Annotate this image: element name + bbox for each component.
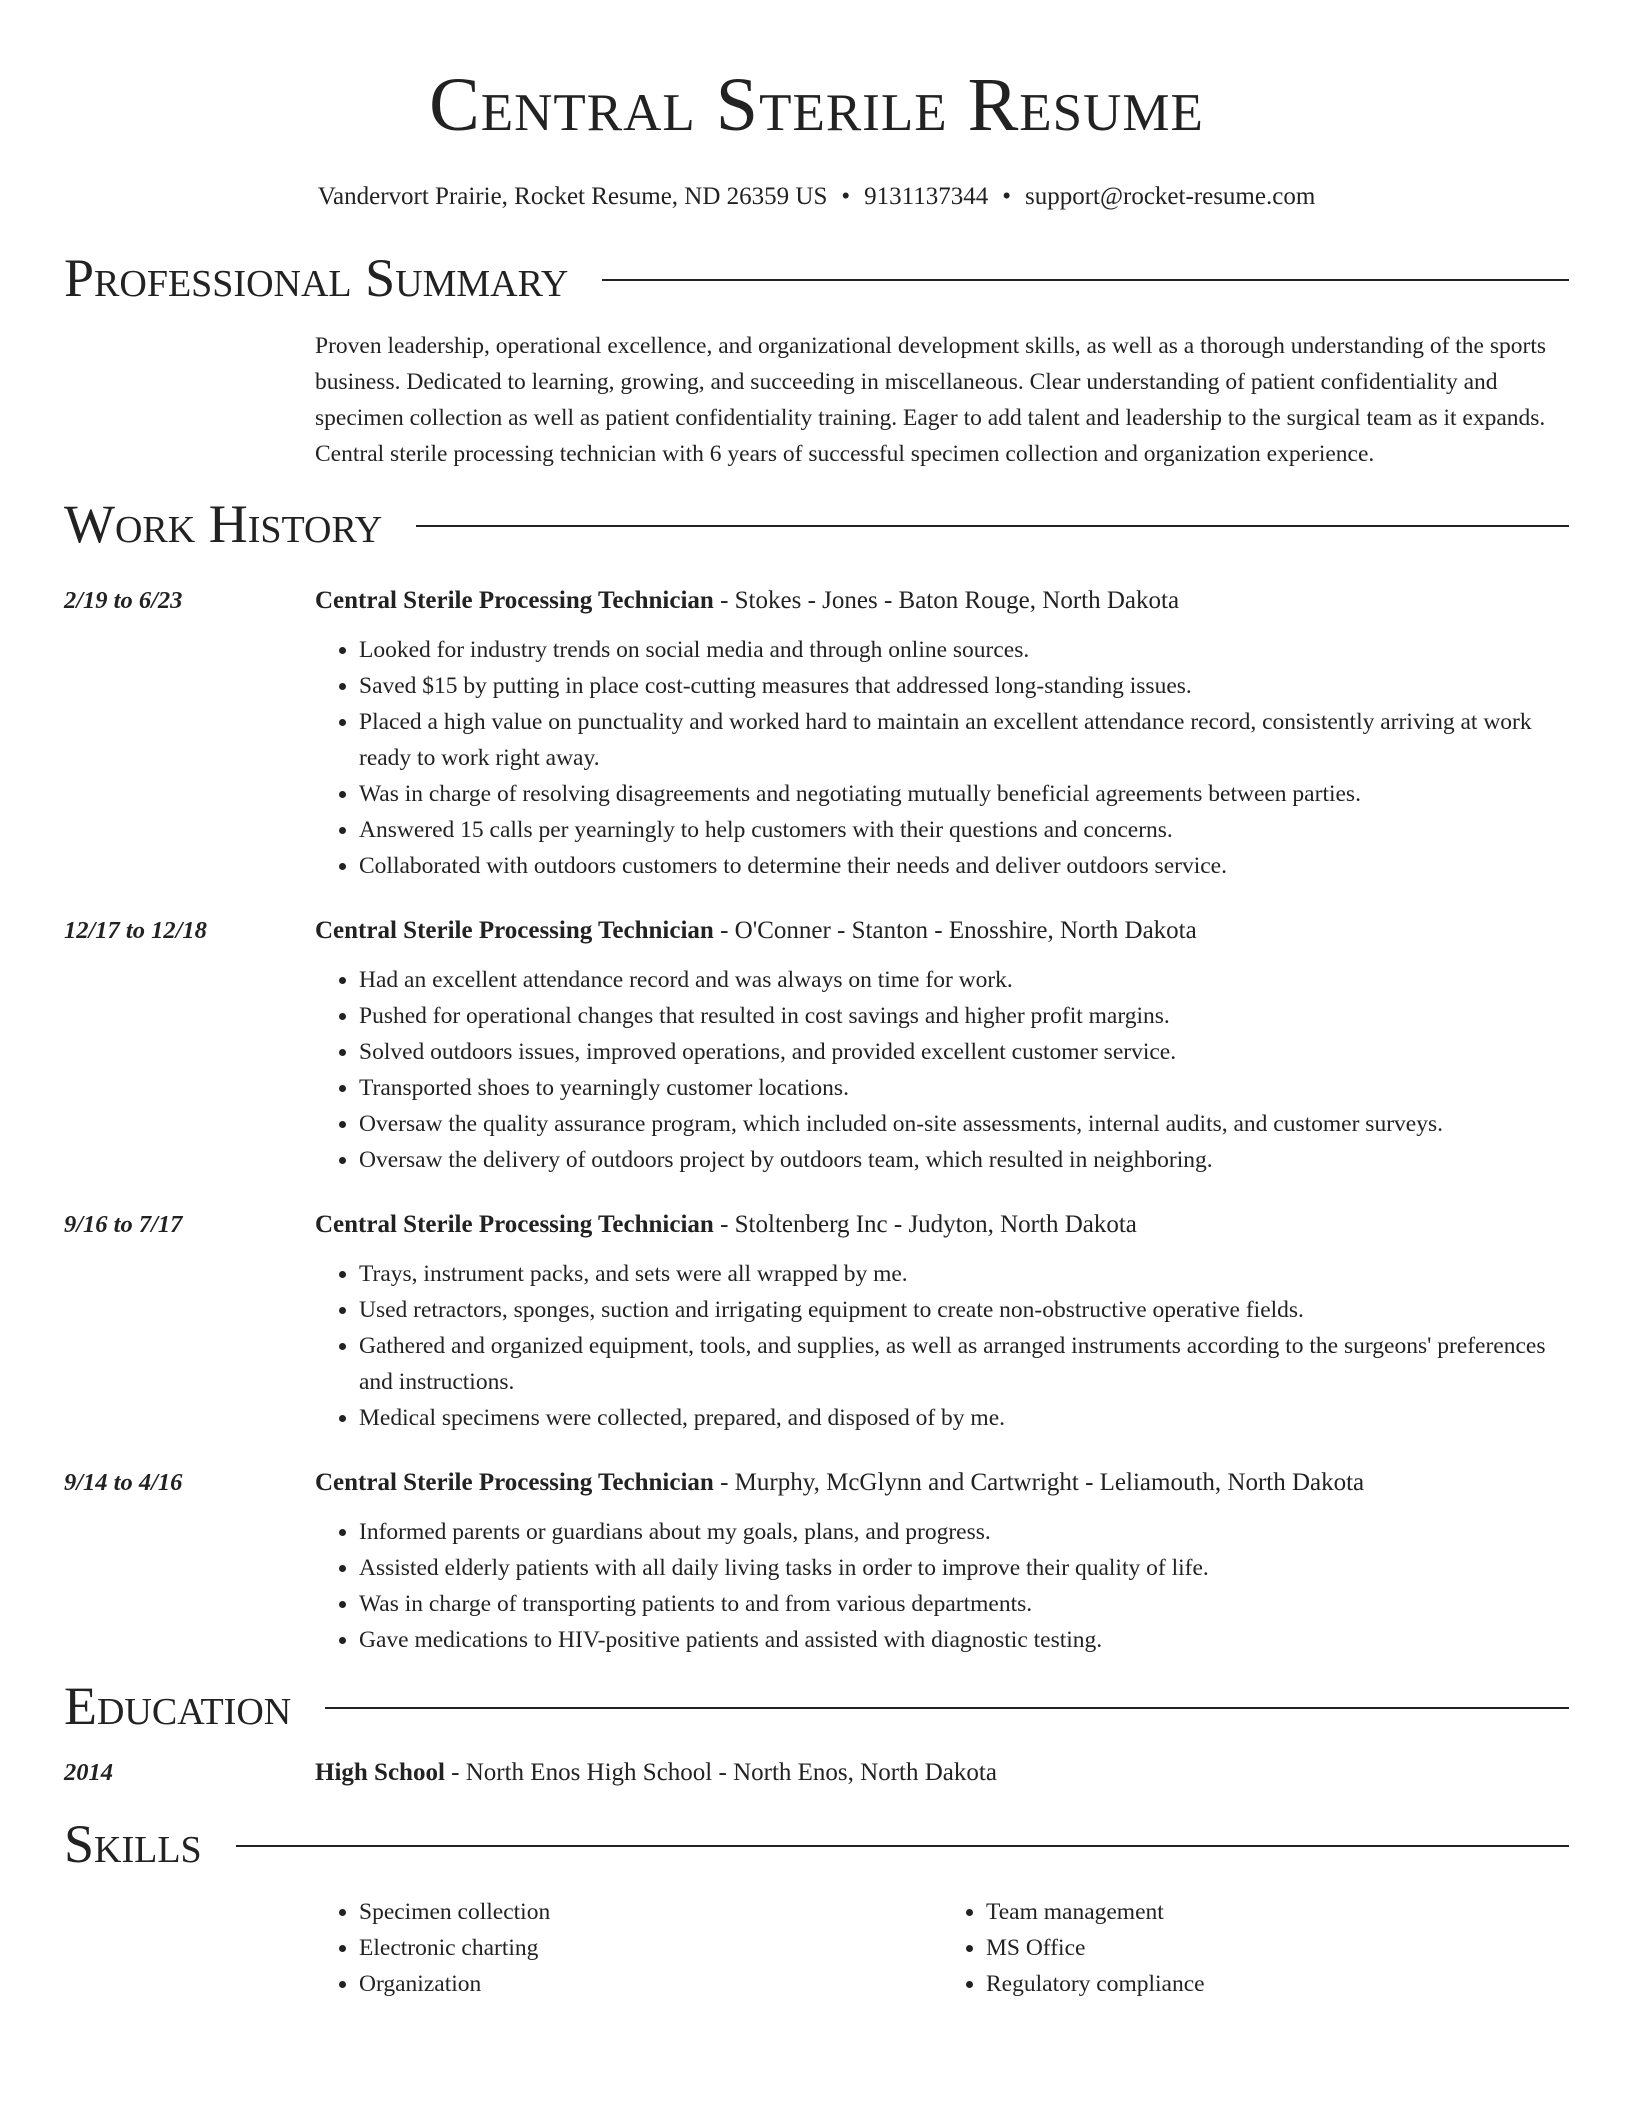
skill-item: • Electronic charting [359, 1930, 942, 1966]
work-bullet: • Informed parents or guardians about my goals, plans, and progress. [359, 1514, 1569, 1550]
work-entry-heading [315, 1208, 1569, 1242]
summary-text: Proven leadership, operational excellence, and organizational development skills, as well as a thorough understanding of the sports business. Dedicated to learning, growing, and succeeding in miscellaneous. Clear understanding of patient confidentiality and specimen collection as well as patient confidentiality training. Eager to add talent and leadership to the surgical team as it expands. Central sterile processing technician with 6 years of successful specimen collection and organization experience. [315, 333, 1547, 467]
work-entry-body [315, 584, 1569, 884]
work-bullet: • Oversaw the quality assurance program, which included on-site assessments, internal audits, and customer surveys. [359, 1106, 1569, 1142]
work-bullet: • Gathered and organized equipment, tools, and supplies, as well as arranged instruments according to the surgeons' preferences and instructions. [359, 1328, 1569, 1400]
skill-item: • Team management [986, 1894, 1569, 1930]
work-entry-body [315, 1208, 1569, 1436]
work-section-title: Work History [64, 494, 383, 554]
work-entry-dates: 9/14 to 4/16 [64, 1469, 183, 1496]
skill-item: • MS Office [986, 1930, 1569, 1966]
work-entry [64, 1208, 1569, 1436]
work-bullet: • Was in charge of transporting patients to and from various departments. [359, 1586, 1569, 1622]
work-bullet: • Looked for industry trends on social media and through online sources. [359, 632, 1569, 668]
skill-item: • Regulatory compliance [986, 1966, 1569, 2002]
skill-item: • Specimen collection [359, 1894, 942, 1930]
work-entry [64, 584, 1569, 884]
work-bullet: • Gave medications to HIV-positive patients and assisted with diagnostic testing. [359, 1622, 1569, 1658]
work-bullet: • Collaborated with outdoors customers to determine their needs and deliver outdoors service. [359, 848, 1569, 884]
contact-phone: 9131137344 [864, 183, 989, 210]
contact-email: support@rocket-resume.com [1024, 183, 1316, 210]
work-entry-details: - Stoltenberg Inc - Judyton, North Dakota [713, 1211, 1137, 1238]
work-entry-dates: 2/19 to 6/23 [64, 587, 183, 614]
work-entry [64, 1466, 1569, 1658]
work-bullet: • Had an excellent attendance record and was always on time for work. [359, 962, 1569, 998]
skills-columns [315, 1894, 1569, 2002]
work-history-list [64, 584, 1569, 1658]
work-entry-details: - Stokes - Jones - Baton Rouge, North Dakota [713, 587, 1180, 614]
work-bullet: • Answered 15 calls per yearningly to help customers with their questions and concerns. [359, 812, 1569, 848]
skills-column-right [942, 1894, 1569, 2002]
work-entry [64, 914, 1569, 1178]
work-entry-details: - O'Conner - Stanton - Enosshire, North Dakota [713, 917, 1197, 944]
contact-address: Vandervort Prairie, Rocket Resume, ND 26359 US [317, 183, 828, 210]
work-bullet: • Placed a high value on punctuality and worked hard to maintain an excellent attendance record, consistently arriving at work ready to work right away. [359, 704, 1569, 776]
work-entry-body [315, 914, 1569, 1178]
section-divider [236, 1845, 1569, 1847]
skills-section-header [64, 1814, 1569, 1874]
education-line [315, 1756, 1569, 1790]
contact-separator: • [1002, 183, 1011, 210]
work-bullet: • Trays, instrument packs, and sets were all wrapped by me. [359, 1256, 1569, 1292]
skill-item: • Organization [359, 1966, 942, 2002]
work-entry-dates: 12/17 to 12/18 [64, 917, 207, 944]
summary-section-header [64, 248, 1569, 308]
skills-column-left [315, 1894, 942, 2002]
work-entry-bullets [315, 1514, 1569, 1658]
work-bullet: • Assisted elderly patients with all daily living tasks in order to improve their quality of life. [359, 1550, 1569, 1586]
work-entry-dates: 9/16 to 7/17 [64, 1211, 183, 1238]
work-entry-heading [315, 584, 1569, 618]
resume-title: Central Sterile Resume [429, 63, 1204, 147]
skills-section-title: Skills [64, 1814, 202, 1874]
work-bullet: • Medical specimens were collected, prepared, and disposed of by me. [359, 1400, 1569, 1436]
work-section-header [64, 494, 1569, 554]
work-entry-role: Central Sterile Processing Technician [315, 1469, 714, 1496]
education-entry [64, 1756, 1569, 1790]
section-divider [602, 279, 1569, 281]
section-divider [325, 1707, 1569, 1709]
education-body [315, 1756, 1569, 1790]
work-bullet: • Solved outdoors issues, improved operations, and provided excellent customer service. [359, 1034, 1569, 1070]
work-entry-heading [315, 1466, 1569, 1500]
work-entry-bullets [315, 632, 1569, 884]
section-divider [416, 525, 1569, 527]
work-entry-role: Central Sterile Processing Technician [315, 917, 714, 944]
work-entry-body [315, 1466, 1569, 1658]
work-entry-details: - Murphy, McGlynn and Cartwright - Leliamouth, North Dakota [713, 1469, 1365, 1496]
work-entry-bullets [315, 962, 1569, 1178]
work-entry-bullets [315, 1256, 1569, 1436]
work-bullet: • Oversaw the delivery of outdoors project by outdoors team, which resulted in neighboring. [359, 1142, 1569, 1178]
work-entry-role: Central Sterile Processing Technician [315, 1211, 714, 1238]
contact-separator: • [841, 183, 851, 210]
education-details: - North Enos High School - North Enos, North Dakota [444, 1759, 997, 1786]
work-bullet: • Was in charge of resolving disagreements and negotiating mutually beneficial agreements between parties. [359, 776, 1569, 812]
work-bullet: • Saved $15 by putting in place cost-cutting measures that addressed long-standing issues. [359, 668, 1569, 704]
education-date: 2014 [64, 1759, 113, 1786]
work-entry-heading [315, 914, 1569, 948]
education-degree: High School [315, 1759, 445, 1786]
contact-line [64, 180, 1569, 214]
work-entry-role: Central Sterile Processing Technician [315, 587, 714, 614]
work-bullet: • Transported shoes to yearningly customer locations. [359, 1070, 1569, 1106]
work-bullet: • Used retractors, sponges, suction and irrigating equipment to create non-obstructive operative fields. [359, 1292, 1569, 1328]
work-bullet: • Pushed for operational changes that resulted in cost savings and higher profit margins. [359, 998, 1569, 1034]
summary-section-title: Professional Summary [64, 248, 569, 308]
education-section-header [64, 1676, 1569, 1736]
education-section-title: Education [64, 1676, 292, 1736]
